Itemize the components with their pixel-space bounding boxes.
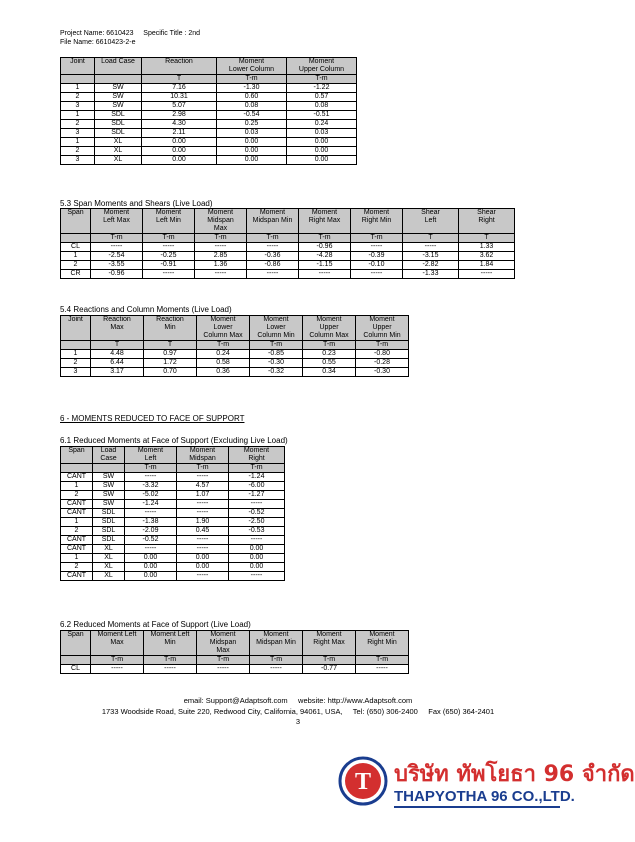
header-cell: Joint [61,316,91,341]
table-cell: -2.54 [91,252,143,261]
header-cell: T [459,234,515,243]
table-cell: 0.00 [287,147,357,156]
header-cell: T-m [144,656,197,665]
table-row [61,554,285,563]
header-cell: T [142,75,217,84]
table-cell: ----- [229,536,285,545]
table-cell: CANT [61,473,93,482]
table-row [61,102,357,111]
header-row [61,234,515,243]
table-cell: 1 [61,111,95,120]
table-cell: ----- [299,270,351,279]
header-cell: Reaction Min [144,316,197,341]
table-cell: ----- [229,500,285,509]
header-cell: T-m [356,656,409,665]
header-cell: Moment Lower Column Max [197,316,250,341]
table-cell: 0.00 [177,554,229,563]
section-6-2-title: 6.2 Reduced Moments at Face of Support (Live Load) [60,620,251,629]
table-cell: 1 [61,482,93,491]
table-cell: 0.57 [287,93,357,102]
header-row [61,341,409,350]
table-cell: 2 [61,261,91,270]
company-logo [336,754,635,814]
table-cell: -0.39 [351,252,403,261]
table-cell: ----- [197,665,250,674]
table-row [61,138,357,147]
table-cell: 2 [61,93,95,102]
table-cell: -1.22 [287,84,357,93]
table-cell: -1.33 [403,270,459,279]
table-cell: 2 [61,491,93,500]
table-cell: 3 [61,368,91,377]
table-cell: 0.00 [229,545,285,554]
company-name-thai: บริษัท ทัพโยธา 96 จำกัด [394,762,635,787]
table-cell: XL [93,563,125,572]
table-cell: 0.36 [197,368,250,377]
table-cell: -0.51 [287,111,357,120]
table-row [61,482,285,491]
table-cell: -0.53 [229,527,285,536]
table-cell: 0.00 [287,138,357,147]
table-cell: CL [61,665,91,674]
header-cell: Moment Right Max [299,209,351,234]
table-row [61,563,285,572]
contact-email-website: email: Support@Adaptsoft.com website: http://www.Adaptsoft.com [183,696,413,705]
table-cell: SW [93,491,125,500]
header-row [61,447,285,464]
header-cell: Moment Midspan Max [197,631,250,656]
table-cell: 1 [61,518,93,527]
header-cell: T-m [177,464,229,473]
table-cell: 2 [61,359,91,368]
table-cell: -2.82 [403,261,459,270]
table-cell: -0.32 [250,368,303,377]
table-cell: 7.16 [142,84,217,93]
header-row [61,316,409,341]
table-cell: 4.48 [91,350,144,359]
table-cell: ----- [143,243,195,252]
file-name-line: File Name: 6610423-2-e [60,39,136,46]
header-cell: Moment Upper Column [287,58,357,75]
table-cell: -3.15 [403,252,459,261]
header-cell: Moment Left Max [91,631,144,656]
table-cell: 0.00 [125,554,177,563]
table-cell: ----- [459,270,515,279]
table-row [61,536,285,545]
table-cell: SDL [95,129,142,138]
header-cell: T-m [250,656,303,665]
header-cell: Reaction [142,58,217,75]
table-row [61,270,515,279]
table-cell: -0.28 [356,359,409,368]
span-moments-table [60,208,515,279]
header-cell: T-m [143,234,195,243]
table-cell: 2 [61,563,93,572]
table-cell: 0.00 [142,138,217,147]
table-row [61,359,409,368]
table-cell: 2 [61,120,95,129]
header-cell: T-m [125,464,177,473]
table-row [61,509,285,518]
header-cell: Span [61,447,93,464]
section-6-1-title: 6.1 Reduced Moments at Face of Support (Excluding Live Load) [60,436,288,445]
table-cell: 1 [61,252,91,261]
table-cell: ----- [229,572,285,581]
table-cell: 3.62 [459,252,515,261]
header-cell: Shear Left [403,209,459,234]
table-cell: 0.55 [303,359,356,368]
table-cell: ----- [177,500,229,509]
logo-underline [394,806,560,808]
header-row [61,656,409,665]
table-cell: 1.84 [459,261,515,270]
project-name-line: Project Name: 6610423 Specific Title : 2nd [60,30,201,37]
table-cell: ----- [177,509,229,518]
header-cell: T-m [299,234,351,243]
table-row [61,491,285,500]
table-cell: CANT [61,545,93,554]
table-cell: -1.38 [125,518,177,527]
page-number: 3 [295,717,301,726]
table-cell: 0.00 [177,563,229,572]
header-cell: Moment Left Min [144,631,197,656]
project-header [60,29,200,47]
table-cell: ----- [247,243,299,252]
header-row [61,75,357,84]
table-cell: CANT [61,509,93,518]
table-cell: 10.31 [142,93,217,102]
table-cell: ----- [247,270,299,279]
table-cell: -0.96 [299,243,351,252]
table-cell: 2.11 [142,129,217,138]
emblem-letter: T [354,769,372,795]
header-cell: Moment Midspan Min [247,209,299,234]
table-cell: XL [93,545,125,554]
table-row [61,665,409,674]
table-row [61,93,357,102]
table-cell: SDL [93,509,125,518]
table-cell: CANT [61,536,93,545]
table-row [61,572,285,581]
header-cell: T-m [356,341,409,350]
table-cell: 0.45 [177,527,229,536]
table-cell: ----- [91,243,143,252]
header-cell: Moment Upper Column Min [356,316,409,341]
header-row [61,209,515,234]
table-cell: ----- [250,665,303,674]
table-cell: -0.96 [91,270,143,279]
table-cell: 0.60 [217,93,287,102]
table-row [61,473,285,482]
table-cell: SDL [93,536,125,545]
header-cell: Moment Upper Column Max [303,316,356,341]
header-cell: Moment Right Max [303,631,356,656]
table-cell: 1.90 [177,518,229,527]
table-cell: 1.72 [144,359,197,368]
header-cell: Moment Right [229,447,285,464]
header-cell: Moment Left [125,447,177,464]
header-cell: T-m [197,341,250,350]
table-cell: 0.24 [197,350,250,359]
table-cell: ----- [125,509,177,518]
header-cell: T-m [197,656,250,665]
header-cell [93,464,125,473]
header-cell [61,234,91,243]
reduced-moments-table [60,446,285,581]
header-cell: T-m [217,75,287,84]
header-cell: Joint [61,58,95,75]
table-cell: 0.97 [144,350,197,359]
table-cell: -1.30 [217,84,287,93]
table-cell: -0.52 [229,509,285,518]
table-row [61,111,357,120]
table-cell: 0.03 [217,129,287,138]
header-cell: Span [61,209,91,234]
table-cell: 0.70 [144,368,197,377]
header-cell: Moment Left Min [143,209,195,234]
header-cell: Load Case [95,58,142,75]
table-row [61,350,409,359]
table-cell: SW [93,473,125,482]
header-cell: T-m [247,234,299,243]
table-cell: ----- [351,243,403,252]
table-cell: -2.09 [125,527,177,536]
header-cell [61,341,91,350]
table-cell: 3 [61,129,95,138]
table-cell: SW [95,84,142,93]
table-cell: 0.00 [142,156,217,165]
header-cell: Moment Left Max [91,209,143,234]
table-row [61,84,357,93]
header-cell: T-m [303,341,356,350]
table-row [61,500,285,509]
table-cell: CANT [61,572,93,581]
section-5-4-title: 5.4 Reactions and Column Moments (Live Load) [60,305,232,314]
table-cell: 0.58 [197,359,250,368]
reduced-live-table [60,630,409,674]
table-cell: XL [95,147,142,156]
table-cell: -1.15 [299,261,351,270]
table-cell: -0.91 [143,261,195,270]
table-cell: ----- [195,243,247,252]
table-cell: -3.32 [125,482,177,491]
header-cell [61,656,91,665]
table-cell: 2 [61,527,93,536]
table-cell: 0.34 [303,368,356,377]
table-cell: ----- [356,665,409,674]
table-cell: CANT [61,500,93,509]
company-emblem-icon [338,756,388,806]
company-name-english: THAPYOTHA 96 CO.,LTD. [394,788,575,805]
table-cell: -0.85 [250,350,303,359]
header-cell: Span [61,631,91,656]
header-cell [95,75,142,84]
table-cell: -0.52 [125,536,177,545]
table-cell: 0.00 [217,147,287,156]
table-cell: SDL [95,120,142,129]
table-cell: ----- [91,665,144,674]
table-cell: -1.27 [229,491,285,500]
table-cell: 3 [61,156,95,165]
table-cell: SW [95,93,142,102]
table-cell: 1.07 [177,491,229,500]
header-cell: Moment Lower Column [217,58,287,75]
table-cell: 0.08 [217,102,287,111]
table-cell: -0.54 [217,111,287,120]
header-cell: Reaction Max [91,316,144,341]
table-cell: -5.02 [125,491,177,500]
table-cell: SDL [95,111,142,120]
header-cell: T-m [229,464,285,473]
header-cell: T [91,341,144,350]
table-cell: 1.36 [195,261,247,270]
table-cell: -3.55 [91,261,143,270]
table-row [61,545,285,554]
table-cell: 2.85 [195,252,247,261]
header-cell: Moment Lower Column Min [250,316,303,341]
table-cell: 0.24 [287,120,357,129]
table-cell: 2 [61,147,95,156]
table-cell: 1 [61,138,95,147]
table-cell: -0.10 [351,261,403,270]
table-row [61,368,409,377]
header-cell [61,75,95,84]
table-cell: SW [93,482,125,491]
table-cell: 4.30 [142,120,217,129]
table-cell: 1.33 [459,243,515,252]
table-cell: ----- [177,536,229,545]
table-cell: ----- [144,665,197,674]
header-row [61,58,357,75]
header-cell: T-m [250,341,303,350]
table-cell: -0.86 [247,261,299,270]
header-cell: T-m [351,234,403,243]
table-cell: ----- [195,270,247,279]
header-cell: Moment Midspan Max [195,209,247,234]
table-cell: ----- [403,243,459,252]
table-cell: 6.44 [91,359,144,368]
table-cell: 0.08 [287,102,357,111]
contact-address: 1733 Woodside Road, Suite 220, Redwood City, California, 94061, USA, Tel: (650) 306-2400 Fax (650) 364-2401 [101,707,495,716]
table-cell: XL [93,572,125,581]
header-cell: T-m [195,234,247,243]
table-cell: 3.17 [91,368,144,377]
table-cell: 0.25 [217,120,287,129]
table-row [61,147,357,156]
table-cell: 2.98 [142,111,217,120]
table-cell: 0.00 [287,156,357,165]
table-cell: -0.30 [356,368,409,377]
header-cell: T-m [91,656,144,665]
table-cell: CL [61,243,91,252]
table-row [61,518,285,527]
table-cell: ----- [125,545,177,554]
table-cell: 0.00 [229,563,285,572]
table-cell: 1 [61,554,93,563]
table-row [61,120,357,129]
table-cell: -0.77 [303,665,356,674]
reactions-table [60,57,357,165]
table-cell: XL [95,138,142,147]
table-cell: 0.00 [217,138,287,147]
header-cell: Moment Right Min [356,631,409,656]
table-cell: SW [93,500,125,509]
table-row [61,129,357,138]
table-cell: -0.30 [250,359,303,368]
table-cell: ----- [177,572,229,581]
table-cell: 0.00 [142,147,217,156]
table-cell: SW [95,102,142,111]
header-cell: Shear Right [459,209,515,234]
table-cell: -1.24 [125,500,177,509]
header-cell: T-m [303,656,356,665]
table-cell: 0.03 [287,129,357,138]
table-cell: 0.00 [125,572,177,581]
table-cell: -6.00 [229,482,285,491]
header-row [61,464,285,473]
table-cell: 0.23 [303,350,356,359]
table-cell: -0.36 [247,252,299,261]
table-cell: ----- [351,270,403,279]
header-cell: T-m [91,234,143,243]
header-cell: Moment Right Min [351,209,403,234]
table-cell: XL [93,554,125,563]
header-cell: Moment Midspan Min [250,631,303,656]
header-row [61,631,409,656]
table-cell: SDL [93,527,125,536]
table-cell: ----- [143,270,195,279]
table-cell: 0.00 [125,563,177,572]
table-cell: ----- [177,473,229,482]
table-cell: -0.25 [143,252,195,261]
table-cell: -2.50 [229,518,285,527]
header-cell: Moment Midspan [177,447,229,464]
table-cell: 0.00 [229,554,285,563]
table-cell: CR [61,270,91,279]
header-cell: T [144,341,197,350]
table-cell: 5.07 [142,102,217,111]
header-cell: T-m [287,75,357,84]
table-cell: 4.57 [177,482,229,491]
table-row [61,243,515,252]
table-cell: -4.28 [299,252,351,261]
table-cell: -0.80 [356,350,409,359]
table-row [61,527,285,536]
table-cell: 0.00 [217,156,287,165]
section-6-title: 6 - MOMENTS REDUCED TO FACE OF SUPPORT [60,414,245,423]
header-cell: T [403,234,459,243]
table-row [61,156,357,165]
table-row [61,261,515,270]
table-cell: ----- [125,473,177,482]
table-cell: 1 [61,350,91,359]
table-row [61,252,515,261]
table-cell: SDL [93,518,125,527]
header-cell [61,464,93,473]
section-5-3-title: 5.3 Span Moments and Shears (Live Load) [60,199,213,208]
table-cell: 1 [61,84,95,93]
live-reactions-table [60,315,409,377]
header-cell: Load Case [93,447,125,464]
table-cell: ----- [177,545,229,554]
table-cell: -1.24 [229,473,285,482]
table-cell: 3 [61,102,95,111]
table-cell: XL [95,156,142,165]
